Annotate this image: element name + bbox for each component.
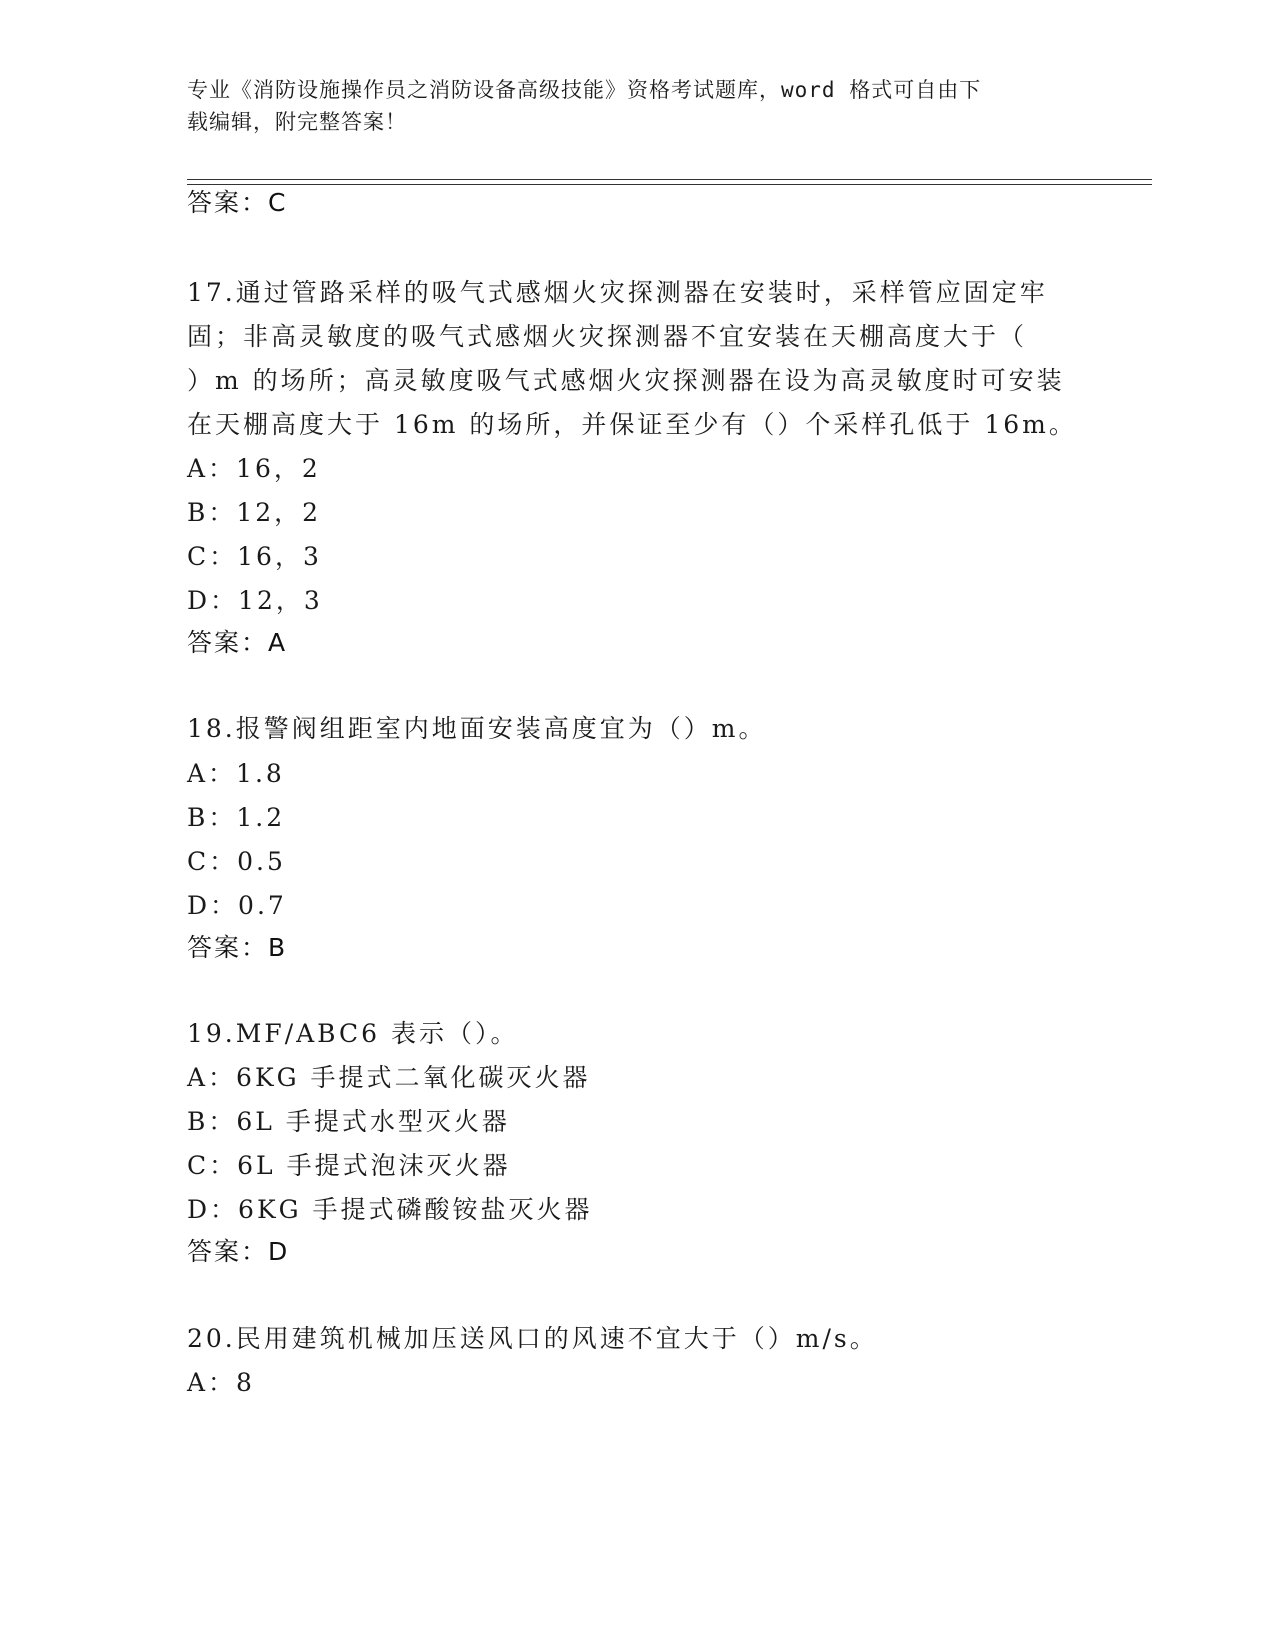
option-d: D：12，3 [187,586,323,615]
header-divider-bottom [187,184,1152,185]
option-c: C：16，3 [187,542,322,571]
question-text-line: 19.MF/ABC6 表示（）。 [187,1019,519,1048]
option-b: B：1.2 [187,803,286,832]
option-b: B：6L 手提式水型灭火器 [187,1107,510,1136]
header-line-2: 载编辑，附完整答案！ [187,110,407,134]
option-a: A：1.8 [187,759,285,788]
question-text-line: ）m 的场所；高灵敏度吸气式感烟火灾探测器在设为高灵敏度时可安装 [187,366,1065,395]
header-divider-top [187,179,1152,180]
answer-17: 答案：A [187,628,288,657]
option-a: A：16，2 [187,454,321,483]
option-a: A：8 [187,1368,255,1397]
option-c: C：0.5 [187,847,286,876]
option-a: A：6KG 手提式二氧化碳灭火器 [187,1063,591,1092]
header-line-1: 专业《消防设施操作员之消防设备高级技能》资格考试题库，word 格式可自由下 [187,78,982,102]
answer-19: 答案：D [187,1237,290,1266]
document-header [187,74,1067,138]
question-text-line: 17.通过管路采样的吸气式感烟火灾探测器在安装时，采样管应固定牢 [187,278,1048,307]
option-d: D：6KG 手提式磷酸铵盐灭火器 [187,1195,593,1224]
question-text-line: 固；非高灵敏度的吸气式感烟火灾探测器不宜安装在天棚高度大于（ [187,322,1028,351]
option-d: D：0.7 [187,891,287,920]
answer-18: 答案：B [187,933,288,962]
option-b: B：12，2 [187,498,322,527]
option-c: C：6L 手提式泡沫灭火器 [187,1151,511,1180]
previous-answer: 答案：C [187,188,288,217]
question-text-line: 在天棚高度大于 16m 的场所，并保证至少有（）个采样孔低于 16m。 [187,410,1077,439]
question-text-line: 18.报警阀组距室内地面安装高度宜为（）m。 [187,714,767,743]
question-text-line: 20.民用建筑机械加压送风口的风速不宜大于（）m/s。 [187,1324,878,1353]
